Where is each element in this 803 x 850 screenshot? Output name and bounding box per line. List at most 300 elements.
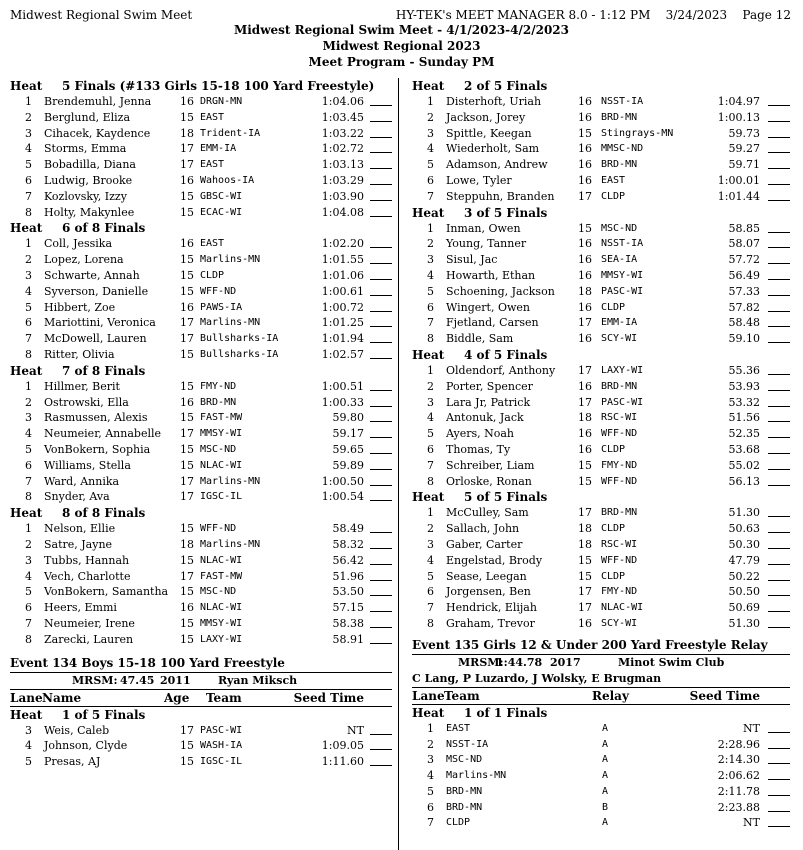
seed-time: 59.27	[728, 142, 760, 156]
swimmer-name: McDowell, Lauren	[44, 332, 147, 346]
result-blank	[370, 521, 392, 533]
result-blank	[370, 553, 392, 565]
lane-number: 2	[427, 737, 434, 751]
team-name: WFF-ND	[200, 523, 237, 535]
swimmer-name: Hendrick, Elijah	[446, 601, 537, 615]
swimmer-age: 15	[578, 569, 592, 583]
swimmer-name: Williams, Stella	[44, 458, 131, 472]
swimmer-name: Ostrowski, Ella	[44, 395, 129, 409]
table-row	[412, 379, 790, 395]
swimmer-age: 16	[180, 237, 194, 251]
table-row	[412, 553, 790, 569]
swimmer-age: 16	[578, 427, 592, 441]
team-name: CLDP	[601, 570, 626, 582]
result-blank	[768, 157, 790, 169]
seed-time: NT	[743, 721, 760, 735]
swimmer-age: 16	[578, 110, 592, 124]
seed-time: 51.56	[728, 411, 760, 425]
table-row	[10, 126, 392, 142]
team-name: MSC-ND	[601, 222, 638, 234]
col-team: Team	[206, 690, 242, 705]
relay-letter: B	[602, 801, 609, 813]
record-time: 1:44.78	[496, 655, 543, 669]
lane-number: 8	[25, 347, 32, 361]
program-title: Meet Program - Sunday PM	[308, 55, 495, 69]
seed-time: 50.50	[728, 585, 760, 599]
table-row	[412, 315, 790, 331]
swimmer-age: 17	[578, 316, 592, 330]
lane-number: 5	[25, 158, 32, 172]
team-name: Wahoos-IA	[200, 174, 255, 186]
meet-title: Midwest Regional Swim Meet - 4/1/2023-4/2/2023	[233, 23, 570, 37]
team-name: NLAC-WI	[601, 602, 644, 614]
lane-number: 3	[25, 126, 32, 140]
table-row	[10, 173, 392, 189]
meet-subtitle: Midwest Regional 2023	[322, 39, 481, 53]
table-row	[10, 110, 392, 126]
swimmer-age: 18	[578, 284, 592, 298]
swimmer-name: Berglund, Eliza	[44, 110, 131, 124]
heat-label: Heat	[10, 506, 43, 521]
heat-label: Heat	[412, 205, 445, 220]
swimmer-name: Presas, AJ	[44, 755, 101, 769]
result-blank	[768, 442, 790, 454]
seed-time: 53.50	[332, 585, 364, 599]
seed-time: 1:03.90	[321, 189, 364, 203]
seed-time: 56.42	[332, 553, 364, 567]
heat-title: 6 of 8 Finals	[62, 221, 146, 236]
relay-letter: A	[602, 738, 609, 750]
result-blank	[370, 600, 392, 612]
result-blank	[768, 284, 790, 296]
team-name: Trident-IA	[200, 127, 261, 139]
heat-label: Heat	[412, 79, 445, 93]
table-row	[412, 331, 790, 347]
lane-number: 4	[427, 769, 434, 783]
lane-number: 1	[427, 221, 434, 235]
result-blank	[370, 569, 392, 581]
table-row	[412, 442, 790, 458]
swimmer-name: Kozlovsky, Izzy	[44, 189, 127, 203]
table-row	[412, 300, 790, 316]
team-name: BRD-MN	[601, 159, 638, 171]
swimmer-age: 16	[578, 253, 592, 267]
team-name: CLDP	[601, 190, 626, 202]
result-blank	[768, 600, 790, 612]
seed-time: 53.93	[728, 379, 760, 393]
lane-number: 6	[25, 458, 32, 472]
team-name: IGSC-IL	[200, 491, 243, 503]
event-title: Event 135 Girls 12 & Under 200 Yard Freestyle Relay	[412, 637, 768, 652]
lane-number: 2	[25, 253, 32, 267]
result-blank	[370, 347, 392, 359]
lane-number: 5	[427, 427, 434, 441]
heat-label: Heat	[10, 707, 43, 722]
table-row	[412, 521, 790, 537]
result-blank	[370, 189, 392, 201]
team-name: CLDP	[601, 443, 626, 455]
heat-header	[10, 505, 392, 521]
swimmer-age: 16	[578, 142, 592, 156]
team-name: NLAC-WI	[200, 554, 243, 566]
heat-label: Heat	[412, 490, 445, 505]
lane-number: 7	[25, 332, 32, 346]
table-row	[10, 236, 392, 252]
relay-team: BRD-MN	[446, 801, 483, 813]
table-row	[10, 284, 392, 300]
swimmer-name: Heers, Emmi	[44, 601, 117, 615]
table-row	[10, 723, 392, 739]
result-blank	[370, 442, 392, 454]
heat-title: 4 of 5 Finals	[464, 347, 548, 362]
lane-number: 3	[427, 753, 434, 767]
table-row	[10, 521, 392, 537]
swimmer-name: Lara Jr, Patrick	[446, 395, 531, 409]
table-row	[412, 363, 790, 379]
seed-time: 53.68	[728, 442, 760, 456]
swimmer-name: Young, Tanner	[446, 237, 527, 251]
team-name: FAST-MW	[200, 412, 243, 424]
heat-header	[412, 347, 790, 363]
lane-number: 4	[427, 411, 434, 425]
swimmer-name: Brendemuhl, Jenna	[44, 95, 152, 108]
seed-time: 1:03.29	[321, 173, 364, 187]
seed-time: 50.63	[728, 522, 760, 536]
lane-number: 7	[427, 316, 434, 330]
table-row	[412, 189, 790, 205]
col-age: Age	[164, 690, 190, 705]
result-blank	[768, 616, 790, 628]
swimmer-age: 16	[578, 300, 592, 314]
right-column	[412, 78, 790, 831]
swimmer-age: 17	[180, 723, 194, 737]
lane-number: 3	[427, 253, 434, 267]
team-name: MMSY-WI	[200, 617, 243, 629]
lane-number: 7	[25, 189, 32, 203]
team-name: Stingrays-MN	[601, 127, 674, 139]
table-row	[412, 752, 790, 768]
heat-header	[10, 220, 392, 236]
swimmer-name: Ward, Annika	[44, 474, 120, 488]
lane-number: 1	[427, 506, 434, 520]
seed-time: 52.35	[728, 427, 760, 441]
swimmer-age: 15	[180, 739, 194, 753]
swimmer-name: Lowe, Tyler	[446, 173, 512, 187]
table-row	[10, 632, 392, 648]
team-name: NSST-IA	[601, 96, 644, 107]
swimmer-name: Lopez, Lorena	[44, 253, 124, 267]
team-name: MSC-ND	[200, 443, 237, 455]
seed-time: 1:00.50	[321, 474, 364, 488]
col-name: Name	[42, 690, 82, 705]
table-row	[412, 284, 790, 300]
swimmer-age: 15	[180, 253, 194, 267]
swimmer-age: 18	[578, 537, 592, 551]
swimmer-name: VonBokern, Sophia	[44, 442, 151, 456]
swimmer-name: Schwarte, Annah	[44, 268, 140, 282]
swimmer-name: Schreiber, Liam	[446, 458, 535, 472]
table-row	[10, 379, 392, 395]
swimmer-age: 15	[578, 474, 592, 488]
swimmer-age: 16	[578, 95, 592, 108]
lane-number: 8	[25, 490, 32, 504]
table-row	[412, 737, 790, 753]
seed-time: 1:01.25	[321, 316, 364, 330]
result-blank	[370, 236, 392, 248]
swimmer-age: 15	[180, 585, 194, 599]
lane-number: 5	[427, 158, 434, 172]
swimmer-name: Sisul, Jac	[446, 253, 498, 267]
seed-time: 50.30	[728, 537, 760, 551]
result-blank	[768, 458, 790, 470]
result-blank	[768, 126, 790, 138]
seed-time: 57.15	[332, 601, 364, 615]
seed-time: 59.73	[728, 126, 760, 140]
seed-time: 1:00.61	[321, 284, 364, 298]
team-name: WFF-ND	[601, 554, 638, 566]
lane-number: 5	[427, 569, 434, 583]
swimmer-name: Ludwig, Brooke	[44, 173, 133, 187]
seed-time: NT	[347, 723, 364, 737]
seed-time: 1:03.45	[321, 110, 364, 124]
table-row	[412, 537, 790, 553]
table-row	[10, 738, 392, 754]
team-name: EAST	[200, 238, 225, 250]
swimmer-name: Coll, Jessika	[44, 237, 113, 251]
col-lane: Lane	[412, 688, 445, 703]
team-name: RSC-WI	[601, 412, 638, 424]
result-blank	[768, 537, 790, 549]
team-name: Marlins-MN	[200, 317, 261, 329]
swimmer-age: 15	[180, 347, 194, 361]
table-row	[412, 505, 790, 521]
seed-time: 55.36	[728, 363, 760, 377]
table-row	[412, 395, 790, 411]
seed-time: 1:02.72	[321, 142, 364, 156]
seed-time: 2:23.88	[717, 800, 760, 814]
swimmer-age: 16	[180, 395, 194, 409]
swimmer-name: Oldendorf, Anthony	[446, 363, 556, 377]
seed-time: 1:01.55	[321, 253, 364, 267]
team-name: CLDP	[601, 301, 626, 313]
result-blank	[768, 221, 790, 233]
team-name: PASC-WI	[200, 724, 243, 736]
heat-title: 2 of 5 Finals	[464, 79, 548, 93]
table-row	[412, 426, 790, 442]
lane-number: 8	[427, 474, 434, 488]
team-name: WFF-ND	[200, 285, 237, 297]
lane-number: 6	[427, 442, 434, 456]
table-row	[412, 173, 790, 189]
relay-letter: A	[602, 770, 609, 782]
table-row	[10, 315, 392, 331]
team-name: NLAC-WI	[200, 459, 243, 471]
seed-time: 57.33	[728, 284, 760, 298]
swimmer-age: 15	[180, 458, 194, 472]
lane-number: 7	[25, 616, 32, 630]
swimmer-age: 17	[578, 585, 592, 599]
relay-team: BRD-MN	[446, 785, 483, 797]
seed-time: 1:00.54	[321, 490, 364, 504]
team-name: NSST-IA	[601, 238, 644, 250]
swimmer-age: 16	[578, 237, 592, 251]
lane-number: 6	[427, 585, 434, 599]
result-blank	[370, 300, 392, 312]
swimmer-age: 15	[180, 379, 194, 393]
table-row	[412, 815, 790, 831]
lane-number: 2	[427, 522, 434, 536]
record-holder: Minot Swim Club	[618, 655, 725, 669]
result-blank	[370, 141, 392, 153]
swimmer-age: 18	[578, 411, 592, 425]
seed-time: 1:00.72	[321, 300, 364, 314]
seed-time: 1:04.08	[321, 205, 364, 219]
swimmer-age: 15	[578, 126, 592, 140]
table-row	[10, 410, 392, 426]
result-blank	[768, 300, 790, 312]
result-blank	[768, 784, 790, 796]
table-row	[412, 616, 790, 632]
swimmer-name: Wiederholt, Sam	[446, 142, 540, 156]
table-row	[412, 784, 790, 800]
record-label: MRSM:	[458, 655, 504, 669]
swimmer-age: 16	[578, 379, 592, 393]
swimmer-name: Fjetland, Carsen	[446, 316, 539, 330]
swimmer-age: 17	[180, 142, 194, 156]
team-name: MMSY-WI	[601, 269, 644, 281]
event-title: Event 134 Boys 15-18 100 Yard Freestyle	[10, 654, 392, 673]
swimmer-name: Syverson, Danielle	[44, 284, 149, 298]
lane-number: 7	[427, 601, 434, 615]
result-blank	[768, 173, 790, 185]
result-blank	[768, 268, 790, 280]
table-row	[10, 268, 392, 284]
table-row	[10, 94, 392, 110]
lane-number: 7	[427, 458, 434, 472]
result-blank	[370, 616, 392, 628]
lane-number: 5	[25, 442, 32, 456]
team-name: EAST	[200, 111, 225, 123]
swimmer-name: Neumeier, Annabelle	[44, 427, 161, 441]
result-blank	[370, 252, 392, 264]
result-blank	[370, 738, 392, 750]
team-name: LAXY-WI	[601, 364, 644, 376]
seed-time: 2:28.96	[717, 737, 760, 751]
lane-number: 1	[25, 95, 32, 108]
relay-letter: A	[602, 817, 609, 829]
table-row	[412, 584, 790, 600]
seed-time: 51.30	[728, 616, 760, 630]
lane-number: 6	[427, 800, 434, 814]
team-name: MMSY-WI	[200, 428, 243, 440]
seed-time: 58.48	[728, 316, 760, 330]
result-blank	[370, 284, 392, 296]
result-blank	[370, 395, 392, 407]
swimmer-age: 15	[180, 755, 194, 769]
swimmer-age: 15	[180, 205, 194, 219]
team-name: GBSC-WI	[200, 190, 243, 202]
seed-time: 57.72	[728, 253, 760, 267]
lane-number: 1	[25, 522, 32, 536]
swimmer-name: Steppuhn, Branden	[446, 189, 555, 203]
result-blank	[370, 410, 392, 422]
table-row	[10, 157, 392, 173]
table-row	[10, 395, 392, 411]
result-blank	[768, 505, 790, 517]
swimmer-age: 16	[180, 173, 194, 187]
table-row	[10, 600, 392, 616]
swimmer-name: McCulley, Sam	[446, 506, 529, 520]
result-blank	[768, 363, 790, 375]
table-row	[412, 221, 790, 237]
swimmer-age: 17	[578, 601, 592, 615]
lane-number: 3	[25, 723, 32, 737]
heat-label: Heat	[10, 221, 43, 236]
table-row	[412, 800, 790, 816]
table-row	[412, 126, 790, 142]
relay-letter: A	[602, 785, 609, 797]
lane-number: 7	[427, 189, 434, 203]
relay-letter: A	[602, 754, 609, 766]
swimmer-name: Ayers, Noah	[446, 427, 515, 441]
record-year: 2011	[160, 673, 191, 687]
column-headers	[412, 688, 790, 705]
table-row	[10, 474, 392, 490]
team-name: FMY-ND	[601, 586, 638, 598]
team-name: WFF-ND	[601, 475, 638, 487]
heat-header	[412, 78, 790, 94]
meet-name: Midwest Regional Swim Meet	[10, 8, 193, 22]
swimmer-name: Engelstad, Brody	[446, 553, 543, 567]
lane-number: 1	[427, 95, 434, 108]
seed-time: 59.71	[728, 158, 760, 172]
team-name: Bullsharks-IA	[200, 348, 279, 360]
result-blank	[370, 584, 392, 596]
result-blank	[370, 205, 392, 217]
swimmer-age: 15	[180, 189, 194, 203]
lane-number: 4	[427, 553, 434, 567]
seed-time: 50.69	[728, 601, 760, 615]
table-row	[10, 426, 392, 442]
col-lane: Lane	[10, 690, 43, 705]
result-blank	[768, 721, 790, 733]
team-name: WASH-IA	[200, 740, 243, 752]
team-name: PASC-WI	[601, 396, 644, 408]
result-blank	[370, 489, 392, 501]
result-blank	[768, 800, 790, 812]
swimmer-name: Inman, Owen	[446, 221, 521, 235]
swimmer-age: 15	[578, 458, 592, 472]
lane-number: 4	[25, 142, 32, 156]
result-blank	[370, 458, 392, 470]
team-name: ECAC-WI	[200, 206, 243, 218]
swimmer-name: Schoening, Jackson	[446, 284, 555, 298]
team-name: SCY-WI	[601, 333, 638, 345]
swimmer-name: Satre, Jayne	[44, 537, 113, 551]
table-row	[10, 347, 392, 363]
swimmer-age: 17	[578, 363, 592, 377]
swimmer-name: Spittle, Keegan	[446, 126, 532, 140]
swimmer-name: Tubbs, Hannah	[44, 553, 130, 567]
seed-time: 59.10	[728, 332, 760, 346]
relay-letter: A	[602, 722, 609, 734]
swimmer-age: 17	[180, 490, 194, 504]
swimmer-name: Ritter, Olivia	[44, 347, 115, 361]
team-name: Marlins-MN	[200, 538, 261, 550]
result-blank	[370, 173, 392, 185]
swimmer-age: 16	[578, 332, 592, 346]
seed-time: 1:03.22	[321, 126, 364, 140]
